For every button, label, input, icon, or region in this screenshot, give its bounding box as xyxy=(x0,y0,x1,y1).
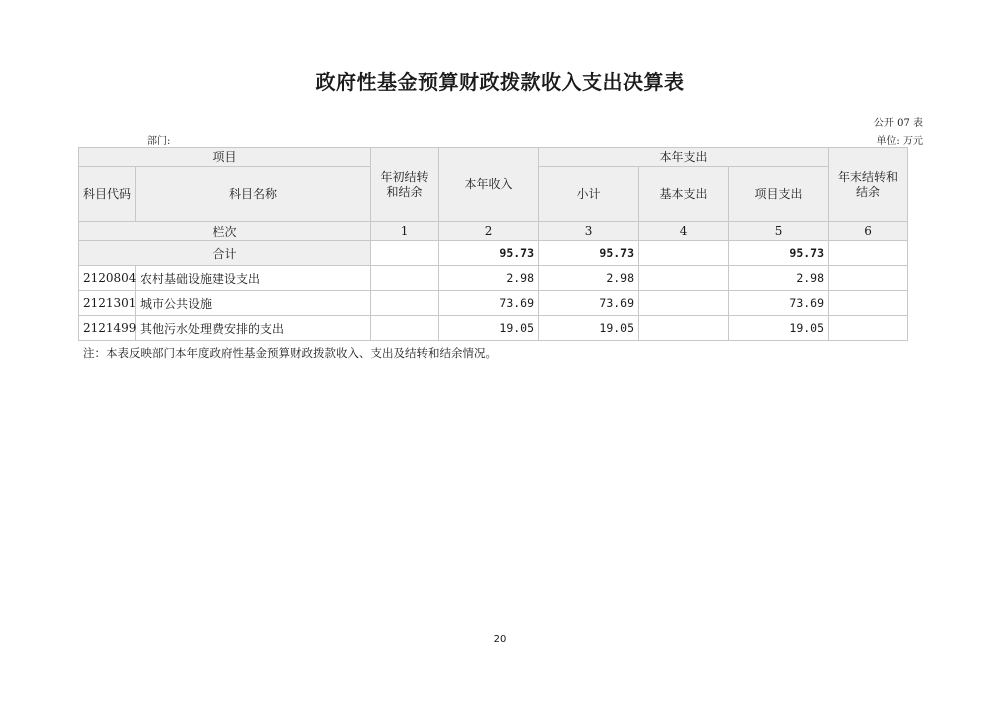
header-income: 本年收入 xyxy=(439,148,539,222)
header-end-balance: 年末结转和结余 xyxy=(829,148,908,222)
header-subject-code: 科目代码 xyxy=(79,167,136,222)
row-income: 19.05 xyxy=(439,316,539,341)
row-basic xyxy=(639,316,729,341)
row-end xyxy=(829,291,908,316)
column-index-row xyxy=(79,222,908,241)
row-begin xyxy=(371,291,439,316)
row-begin xyxy=(371,266,439,291)
row-basic xyxy=(639,266,729,291)
unit-label: 单位: 万元 xyxy=(876,136,923,147)
table-note: 注：本表反映部门本年度政府性基金预算财政拨款收入、支出及结转和结余情况。 xyxy=(83,346,497,360)
header-project: 项目支出 xyxy=(729,167,829,222)
header-expense: 本年支出 xyxy=(539,148,829,167)
row-name: 农村基础设施建设支出 xyxy=(136,266,371,291)
total-income: 95.73 xyxy=(439,241,539,266)
header-subject-name: 科目名称 xyxy=(136,167,371,222)
row-subtotal: 73.69 xyxy=(539,291,639,316)
row-name: 城市公共设施 xyxy=(136,291,371,316)
column-index-5: 5 xyxy=(729,222,829,241)
page-title: 政府性基金预算财政拨款收入支出决算表 xyxy=(315,70,685,94)
table-row xyxy=(79,291,908,316)
row-begin xyxy=(371,316,439,341)
row-income: 73.69 xyxy=(439,291,539,316)
table-row xyxy=(79,316,908,341)
header-subtotal: 小计 xyxy=(539,167,639,222)
column-index-6: 6 xyxy=(829,222,908,241)
column-index-4: 4 xyxy=(639,222,729,241)
row-code: 2121301 xyxy=(79,291,136,316)
row-basic xyxy=(639,291,729,316)
row-project: 2.98 xyxy=(729,266,829,291)
column-index-1: 1 xyxy=(371,222,439,241)
page-number: 20 xyxy=(493,634,507,645)
row-code: 2121499 xyxy=(79,316,136,341)
department-label: 部门: xyxy=(147,136,171,147)
row-subtotal: 19.05 xyxy=(539,316,639,341)
row-project: 73.69 xyxy=(729,291,829,316)
table-row xyxy=(79,266,908,291)
total-end xyxy=(829,241,908,266)
column-index-3: 3 xyxy=(539,222,639,241)
header-begin-balance: 年初结转和结余 xyxy=(371,148,439,222)
header-basic: 基本支出 xyxy=(639,167,729,222)
total-label: 合计 xyxy=(79,241,371,266)
header-item: 项目 xyxy=(79,148,371,167)
row-end xyxy=(829,316,908,341)
total-begin xyxy=(371,241,439,266)
row-project: 19.05 xyxy=(729,316,829,341)
table-code-label: 公开 07 表 xyxy=(873,118,923,129)
report-table xyxy=(78,147,908,341)
total-subtotal: 95.73 xyxy=(539,241,639,266)
total-basic xyxy=(639,241,729,266)
row-name: 其他污水处理费安排的支出 xyxy=(136,316,371,341)
header-row-1 xyxy=(79,148,908,167)
row-end xyxy=(829,266,908,291)
total-row xyxy=(79,241,908,266)
row-income: 2.98 xyxy=(439,266,539,291)
row-code: 2120804 xyxy=(79,266,136,291)
total-project: 95.73 xyxy=(729,241,829,266)
column-index-2: 2 xyxy=(439,222,539,241)
column-index-label: 栏次 xyxy=(79,222,371,241)
row-subtotal: 2.98 xyxy=(539,266,639,291)
